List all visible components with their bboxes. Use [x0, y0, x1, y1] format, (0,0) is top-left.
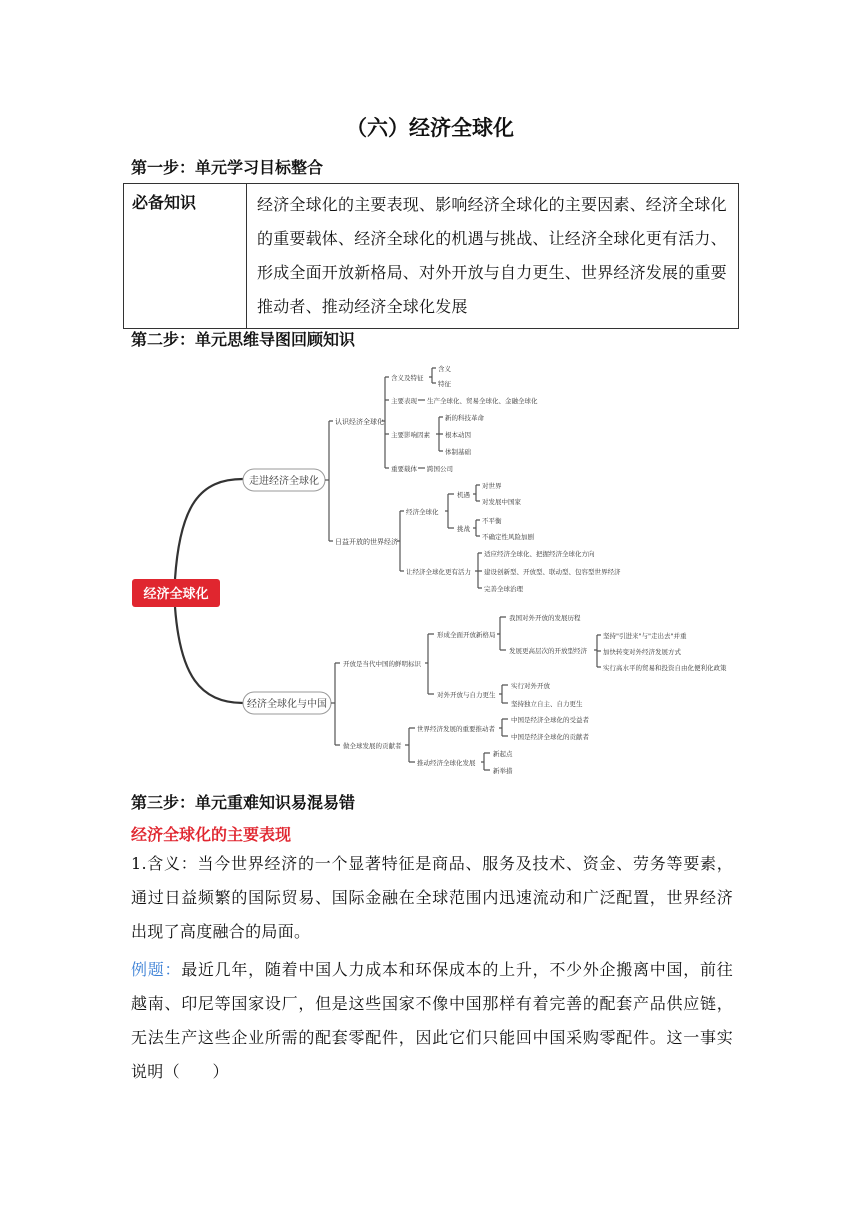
b1b1a-label: 机遇: [457, 491, 470, 499]
b1-bracket: [325, 421, 333, 541]
example-label: 例题：: [131, 960, 182, 979]
b1a3x-label: 新的科技革命: [445, 414, 484, 422]
b1b1b2-label: 不确定性风险加剧: [482, 533, 534, 541]
b2b2a-label: 新起点: [493, 750, 513, 758]
b2a-label: 开放是当代中国的鲜明标识: [343, 660, 421, 668]
b1a2x-label: 生产全球化、贸易全球化、金融全球化: [427, 397, 538, 405]
b1a1x-label: 含义: [438, 365, 451, 373]
b1a3y-label: 根本动因: [445, 431, 471, 439]
example-text: 最近几年，随着中国人力成本和环保成本的上升，不少外企搬离中国，前往越南、印尼等国家设厂，但是这些国家不像中国那样有着完善的配套产品供应链，无法生产这些企业所需的配套零配件，因此它们只能回中国采购零配件。这一事实说明（ ）: [131, 960, 733, 1081]
b1b-label: 日益开放的世界经济: [335, 538, 398, 546]
b2a1b-label: 发展更高层次的开放型经济: [509, 647, 587, 655]
b1b1a2-label: 对发展中国家: [482, 498, 521, 506]
b2-bracket: [331, 663, 340, 745]
step1-heading: 第一步：单元学习目标整合: [131, 158, 324, 177]
goal-key: 必备知识: [124, 184, 247, 329]
root-branch-1-line: [175, 479, 243, 579]
b2b1a-label: 中国是经济全球化的受益者: [511, 716, 589, 724]
b1b1a-bracket: [473, 485, 480, 501]
b1a4-label: 重要载体: [391, 465, 417, 473]
branch1-label: 走进经济全球化: [249, 476, 319, 487]
goal-table: [123, 183, 739, 329]
b2b1-bracket: [499, 719, 508, 736]
b2b-bracket: [405, 728, 415, 762]
b2a1b1-label: 坚持"引进来"与"走出去"并重: [603, 632, 687, 640]
b2b1b-label: 中国是经济全球化的贡献者: [511, 733, 589, 741]
b2b2b-label: 新举措: [493, 767, 513, 775]
root-label: 经济全球化: [143, 587, 209, 602]
branch2-label: 经济全球化与中国: [247, 699, 327, 710]
b1b1b-bracket: [473, 520, 480, 536]
b1b2a-label: 适应经济全球化、把握经济全球化方向: [484, 550, 595, 558]
b1b1b1-label: 不平衡: [482, 517, 502, 525]
goal-value: 经济全球化的主要表现、影响经济全球化的主要因素、经济全球化的重要载体、经济全球化的机遇与挑战、让经济全球化更有活力、形成全面开放新格局、对外开放与自力更生、世界经济发展的重要推动者、推动经济全球化发展: [247, 184, 739, 329]
b1a1-label: 含义及特征: [391, 374, 424, 382]
b1a3-label: 主要影响因素: [391, 431, 430, 439]
b2a1a-label: 我国对外开放的发展历程: [509, 614, 581, 622]
b1a-label: 认识经济全球化: [335, 418, 384, 426]
b1a3z-label: 体制基础: [445, 448, 471, 456]
b1b1-bracket: [445, 494, 454, 528]
mind-map: [125, 355, 735, 780]
root-branch-2-line: [175, 607, 243, 703]
b1b2-bracket: [475, 553, 482, 588]
b2a1-label: 形成全面开放新格局: [437, 631, 496, 639]
b2a2b-label: 坚持独立自主、自力更生: [511, 700, 583, 708]
b2a1b2-label: 加快转变对外经济发展方式: [603, 648, 681, 656]
page-title: （六）经济全球化: [346, 116, 514, 140]
b2b2-bracket: [481, 753, 490, 770]
example-paragraph: [131, 953, 733, 1089]
b2a2-label: 对外开放与自力更生: [437, 691, 496, 699]
b2a1b3-label: 实行高水平的贸易和投资自由化便利化政策: [603, 664, 727, 672]
b2b1-label: 世界经济发展的重要推动者: [417, 725, 495, 733]
step3-heading: 第三步：单元重难知识易混易错: [131, 793, 356, 812]
section-heading: 经济全球化的主要表现: [131, 825, 292, 844]
b1a4x-label: 跨国公司: [427, 465, 453, 473]
b2a-bracket: [425, 634, 434, 694]
definition-paragraph: 1.含义：当今世界经济的一个显著特征是商品、服务及技术、资金、劳务等要素，通过日益频繁的国际贸易、国际金融在全球范围内迅速流动和广泛配置，世界经济出现了高度融合的局面。: [131, 854, 733, 941]
b1b-bracket: [397, 511, 404, 571]
b1b1b-label: 挑战: [457, 525, 470, 533]
b1b2-label: 让经济全球化更有活力: [406, 568, 471, 576]
b1b2b-label: 建设创新型、开放型、联动型、包容型世界经济: [484, 568, 621, 576]
b1a1y-label: 特征: [438, 380, 451, 388]
b2a2-bracket: [499, 685, 508, 703]
b2a2a-label: 实行对外开放: [511, 682, 550, 690]
b2b2-label: 推动经济全球化发展: [417, 759, 476, 767]
b2a1b-bracket: [594, 635, 601, 667]
b2b-label: 做全球发展的贡献者: [343, 742, 402, 750]
b1a2-label: 主要表现: [391, 397, 417, 405]
b1b1-label: 经济全球化: [406, 508, 439, 516]
b1b2c-label: 完善全球治理: [484, 585, 523, 593]
b1b1a1-label: 对世界: [482, 482, 502, 490]
b2a1-bracket: [497, 617, 506, 650]
step2-heading: 第二步：单元思维导图回顾知识: [131, 330, 356, 349]
b1a3-bracket: [436, 417, 443, 451]
b1a1-bracket: [429, 368, 436, 383]
